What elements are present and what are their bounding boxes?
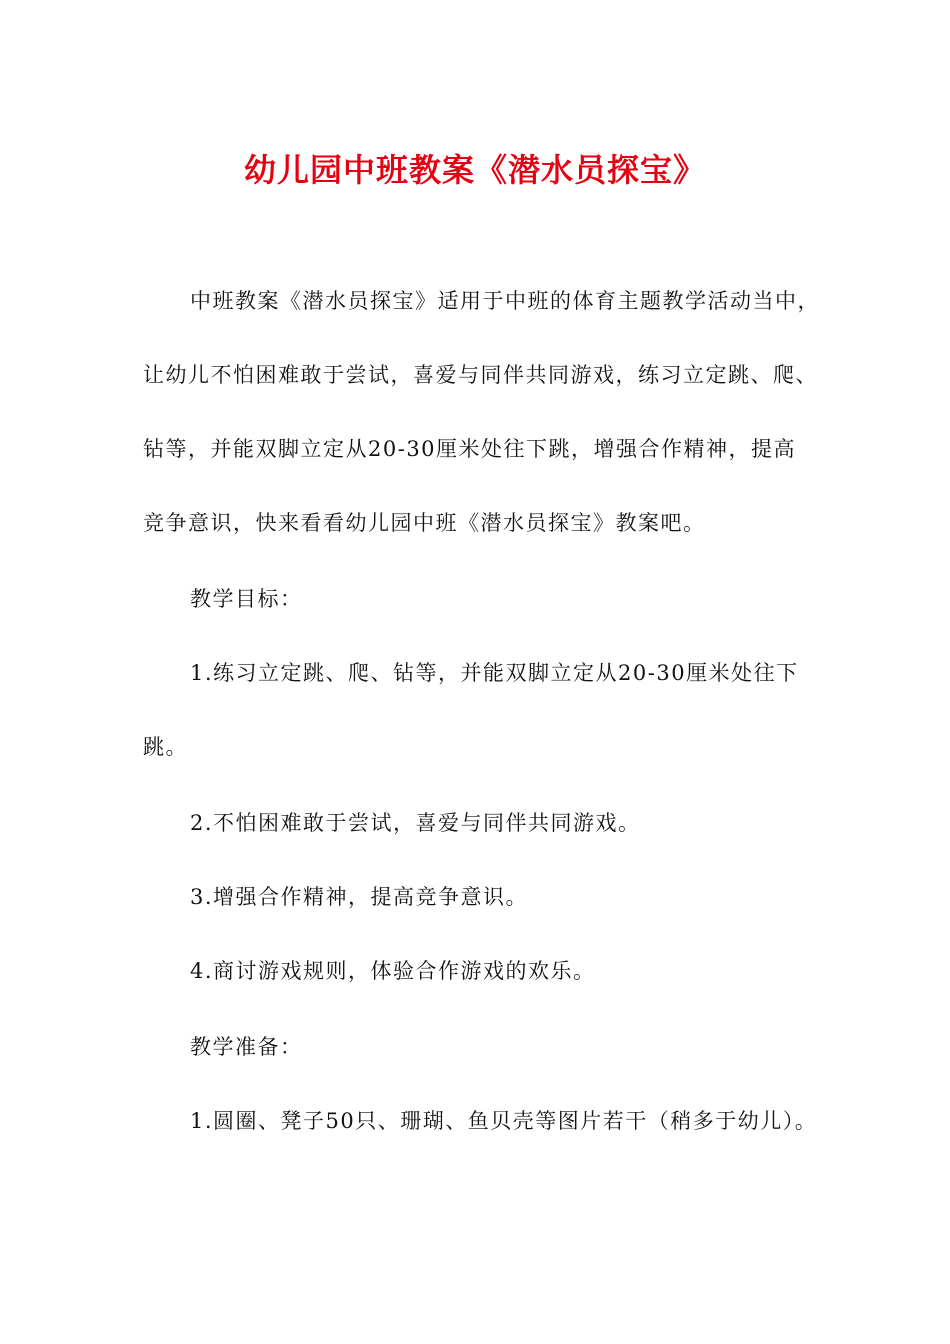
intro-line-2: 让幼儿不怕困难敢于尝试，喜爱与同伴共同游戏，练习立定跳、爬、 <box>143 363 818 387</box>
document-title: 幼儿园中班教案《潜水员探宝》 <box>243 151 706 189</box>
prep-item-1: 1.圆圈、凳子50只、珊瑚、鱼贝壳等图片若干（稍多于幼儿）。 <box>190 1109 818 1133</box>
goal-item-3: 3.增强合作精神，提高竞争意识。 <box>190 885 529 909</box>
intro-line-4: 竞争意识，快来看看幼儿园中班《潜水员探宝》教案吧。 <box>143 511 706 535</box>
intro-line-1: 中班教案《潜水员探宝》适用于中班的体育主题教学活动当中， <box>190 289 820 313</box>
goal-item-2: 2.不怕困难敢于尝试，喜爱与同伴共同游戏。 <box>190 811 641 835</box>
goal-item-1-line-1: 1.练习立定跳、爬、钻等，并能双脚立定从20-30厘米处往下 <box>190 661 799 685</box>
goal-item-1-line-2: 跳。 <box>143 735 188 759</box>
prep-heading: 教学准备： <box>190 1035 303 1059</box>
goals-heading: 教学目标： <box>190 587 303 611</box>
intro-line-3: 钻等，并能双脚立定从20-30厘米处往下跳，增强合作精神，提高 <box>143 437 797 461</box>
goal-item-4: 4.商讨游戏规则，体验合作游戏的欢乐。 <box>190 959 596 983</box>
